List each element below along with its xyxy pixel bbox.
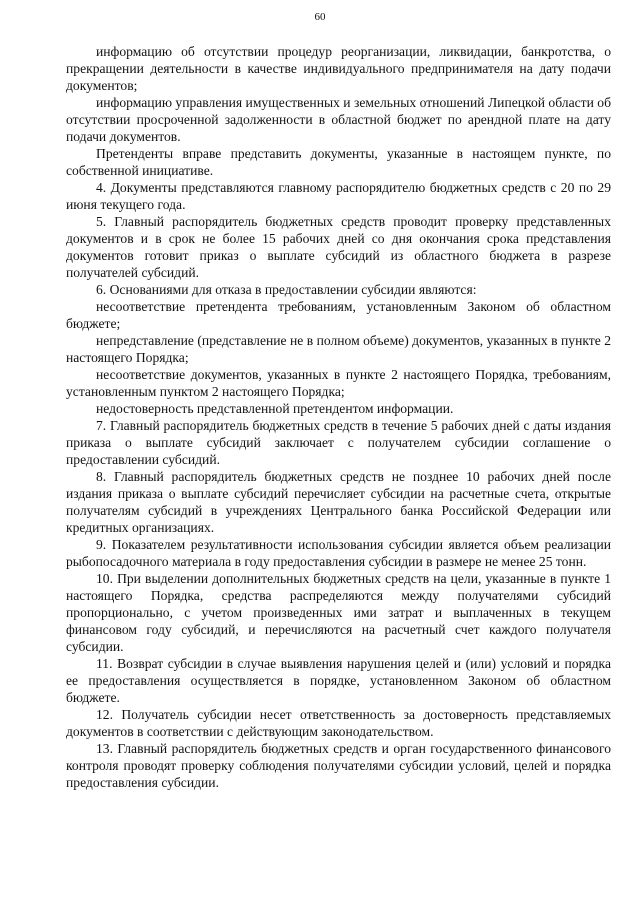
paragraph: 10. При выделении дополнительных бюджетных средств на цели, указанные в пункте 1 настоящего Порядка, средства распределяются между получателями субсидий пропорционально, с учетом произведенных ими затрат и выплаченных в текущем финансовом году субсидий, и перечисляются на расчетный счет каждого получателя субсидии. [66,571,611,654]
document-body [66,43,611,791]
paragraph: несоответствие документов, указанных в пункте 2 настоящего Порядка, требованиям, установленным пунктом 2 настоящего Порядка; [66,367,611,399]
paragraph: 4. Документы представляются главному распорядителю бюджетных средств с 20 по 29 июня текущего года. [66,180,611,212]
paragraph: информацию управления имущественных и земельных отношений Липецкой области об отсутствии просроченной задолженности в областной бюджет по арендной плате на дату подачи документов. [66,95,611,144]
paragraph: несоответствие претендента требованиям, установленным Законом об областном бюджете; [66,299,611,331]
paragraph: 11. Возврат субсидии в случае выявления нарушения целей и (или) условий и порядка ее предоставления осуществляется в порядке, установленном Законом об областном бюджете. [66,656,611,705]
paragraph: 5. Главный распорядитель бюджетных средств проводит проверку представленных документов и в срок не более 15 рабочих дней со дня окончания срока представления документов готовит приказ о выплате субсидий из областного бюджета в разрезе получателей субсидий. [66,214,611,280]
paragraph: 6. Основаниями для отказа в предоставлении субсидии являются: [96,282,477,297]
paragraph: 12. Получатель субсидии несет ответственность за достоверность представляемых документов в соответствии с действующим законодательством. [66,707,611,739]
paragraph: Претенденты вправе представить документы, указанные в настоящем пункте, по собственной инициативе. [66,146,611,178]
page-number: 60 [314,11,326,23]
paragraph: непредставление (представление не в полном объеме) документов, указанных в пункте 2 настоящего Порядка; [66,333,611,365]
paragraph: недостоверность представленной претендентом информации. [96,401,454,416]
paragraph: информацию об отсутствии процедур реорганизации, ликвидации, банкротства, о прекращении деятельности в качестве индивидуального предпринимателя на дату подачи документов; [66,44,611,93]
paragraph: 7. Главный распорядитель бюджетных средств в течение 5 рабочих дней с даты издания приказа о выплате субсидий заключает с получателем субсидии соглашение о предоставлении субсидий. [66,418,611,467]
paragraph: 13. Главный распорядитель бюджетных средств и орган государственного финансового контроля проводят проверку соблюдения получателями субсидии условий, целей и порядка предоставления субсидии. [66,741,611,790]
paragraph: 8. Главный распорядитель бюджетных средств не позднее 10 рабочих дней после издания приказа о выплате субсидий перечисляет субсидии на расчетные счета, открытые получателям субсидий в учреждениях Центрального банка Российской Федерации или кредитных организациях. [66,469,611,535]
paragraph: 9. Показателем результативности использования субсидии является объем реализации рыбопосадочного материала в году предоставления субсидии в размере не менее 25 тонн. [66,537,611,569]
